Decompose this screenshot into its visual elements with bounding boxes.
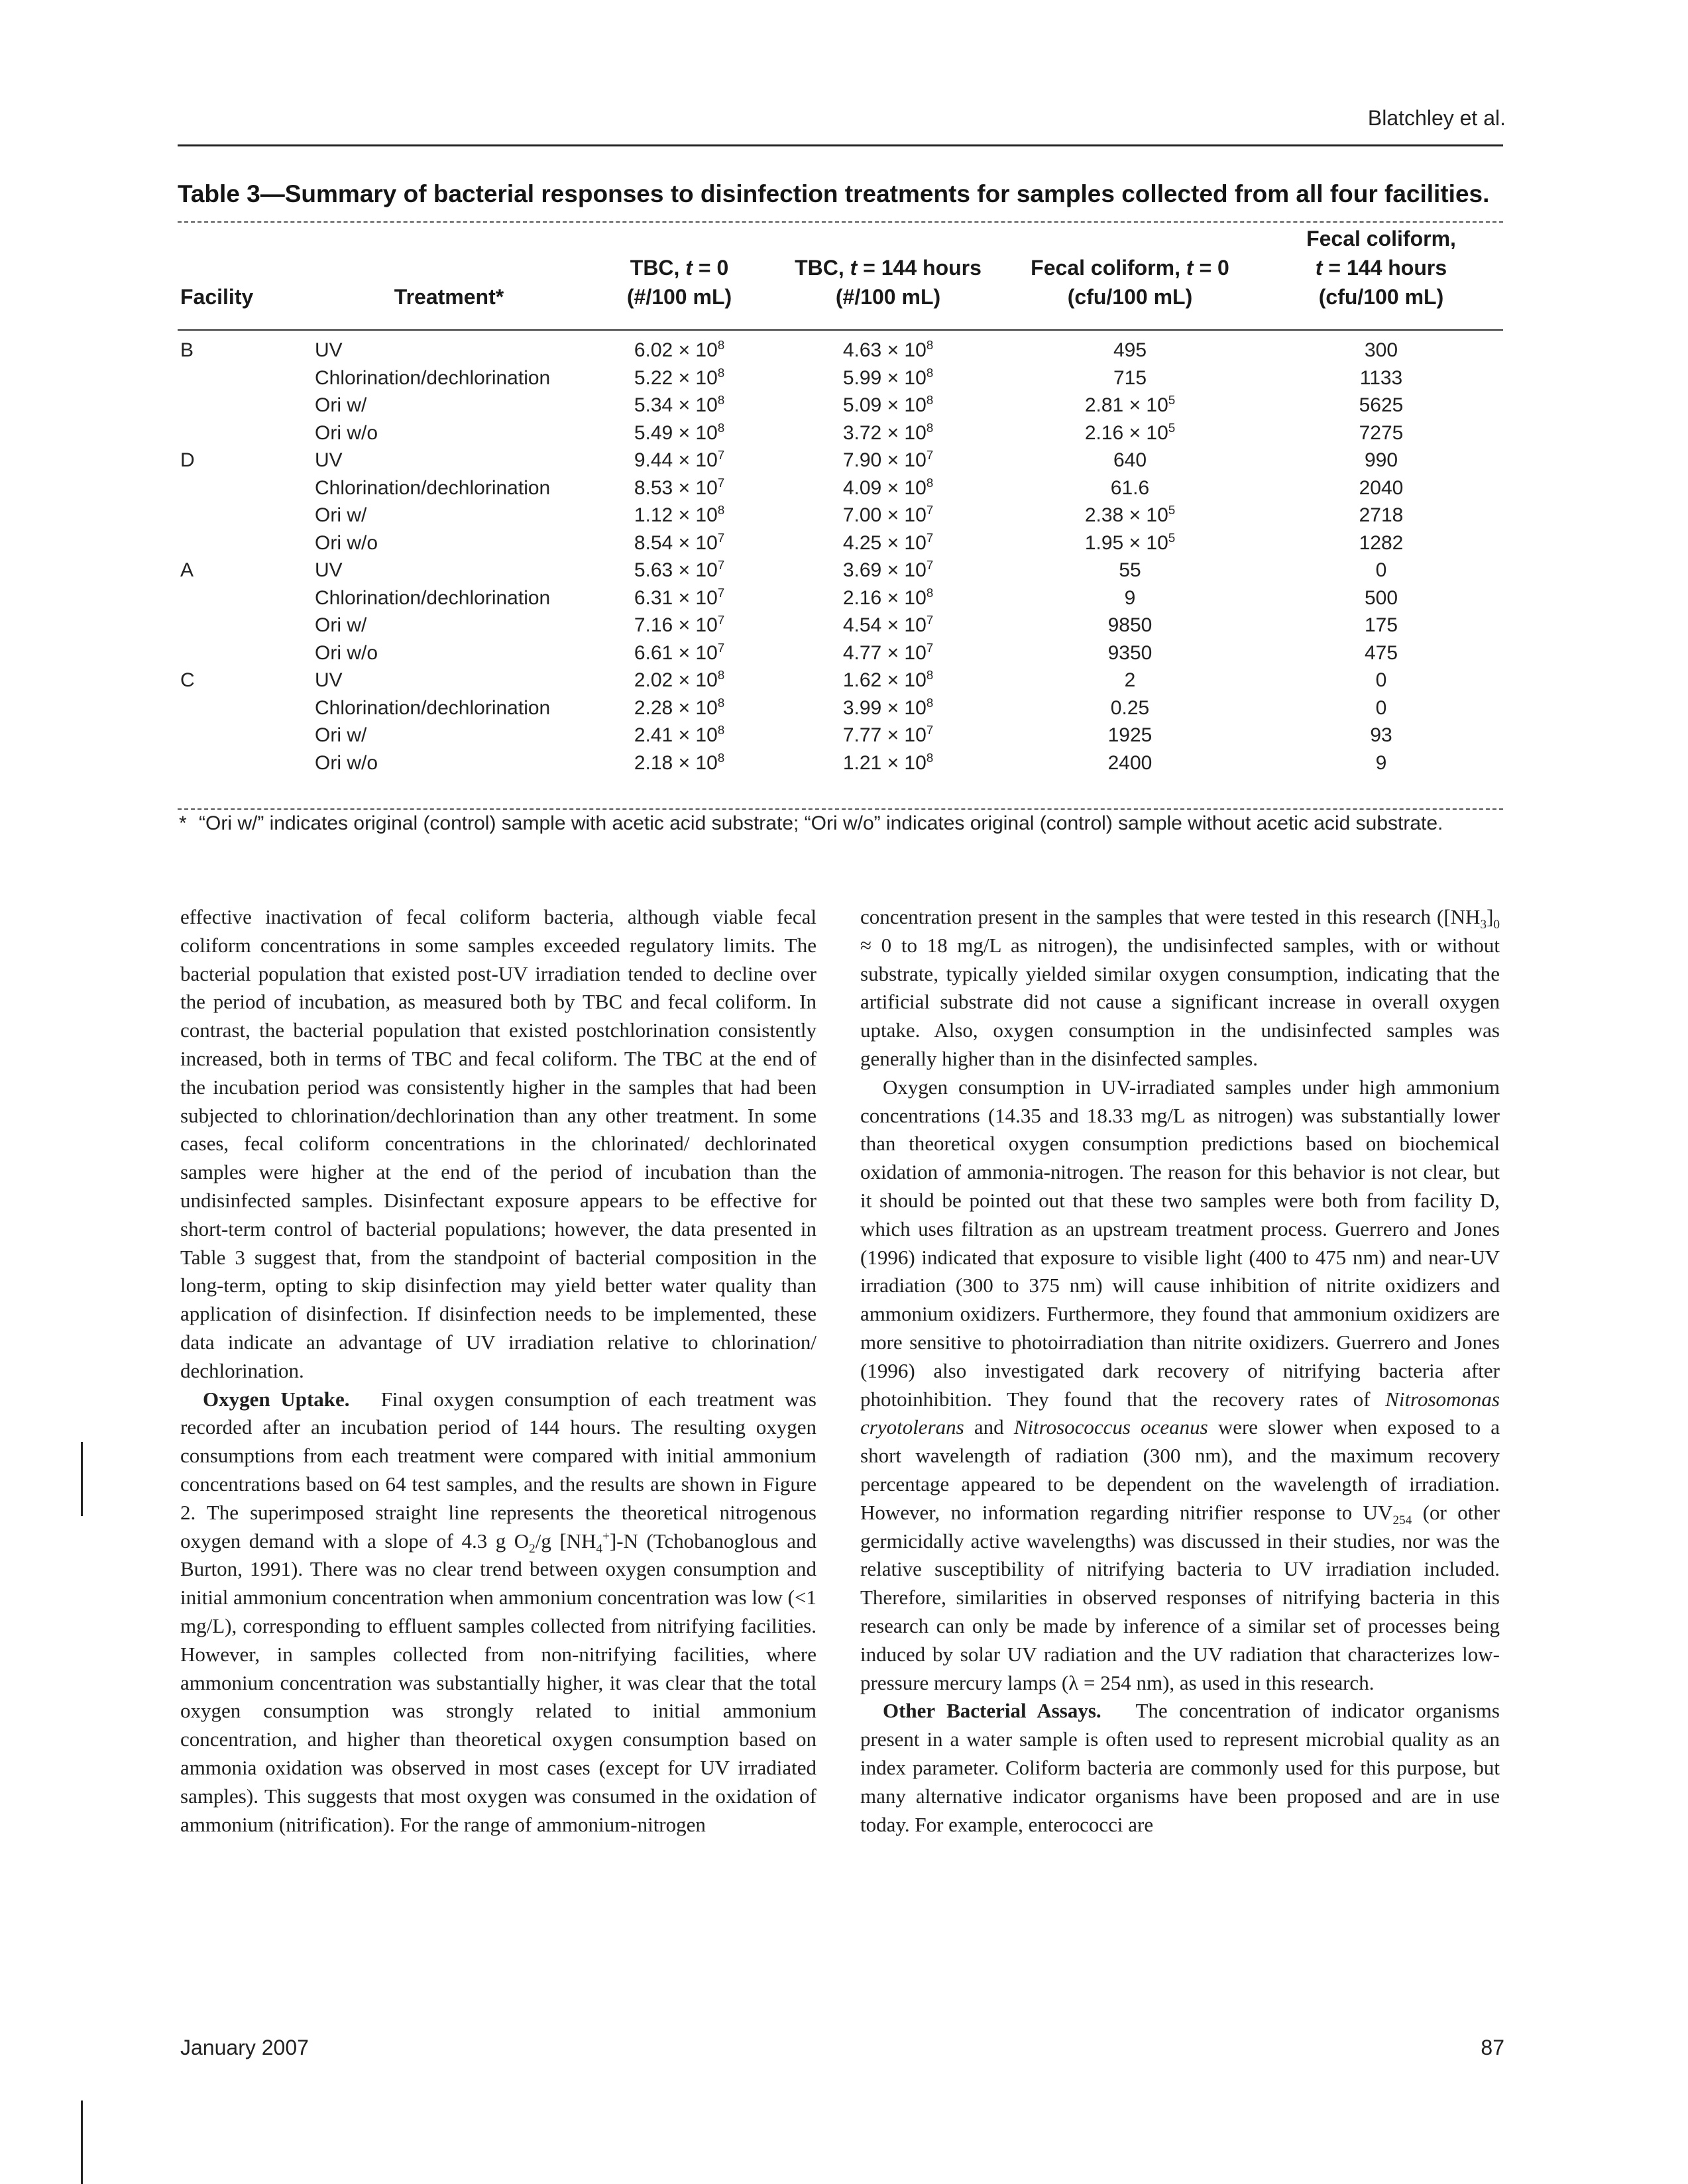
cell-fecal-144: 0 (1375, 669, 1387, 691)
cell-facility (178, 474, 315, 502)
cell-fecal-0: 9850 (1107, 614, 1153, 636)
cell-treatment: UV (315, 339, 343, 361)
cell-fecal-0: $1.95 \times 10^5$ (1084, 530, 1176, 554)
cell-facility (178, 419, 315, 447)
cell-facility: A (180, 559, 194, 581)
cell-fecal-144: 1282 (1359, 531, 1404, 554)
table-row (178, 722, 1503, 749)
header-rule (178, 144, 1503, 146)
cell-treatment: Ori w/o (315, 421, 378, 444)
cell-treatment: Ori w/o (315, 751, 378, 774)
cell-facility (178, 639, 315, 667)
cell-tbc-0: $2.41 \times 10^8$ (634, 723, 725, 746)
cell-facility (178, 364, 315, 392)
cell-tbc-144: $7.77 \times 10^7$ (842, 723, 934, 746)
table-title: Table 3—Summary of bacterial responses to disinfection treatments for samples collected from all four facilities. (178, 180, 1490, 207)
cell-treatment: Chlorination/dechlorination (315, 586, 551, 609)
cell-facility (178, 392, 315, 419)
section-heading: Oxygen Uptake. (203, 1387, 350, 1411)
cell-treatment: Ori w/o (315, 531, 378, 554)
cell-tbc-0: $9.44 \times 10^7$ (634, 448, 725, 471)
body-column-left (180, 903, 816, 1839)
cell-tbc-0: $5.63 \times 10^7$ (634, 558, 725, 581)
cell-tbc-0: $7.16 \times 10^7$ (634, 613, 725, 636)
cell-tbc-0: $8.53 \times 10^7$ (634, 475, 725, 499)
cell-tbc-144: $4.09 \times 10^8$ (842, 475, 934, 499)
cell-fecal-144: 9 (1375, 751, 1387, 774)
scan-margin-mark (81, 1442, 83, 1516)
cell-facility (178, 584, 315, 612)
cell-tbc-0: $6.02 \times 10^8$ (634, 338, 725, 361)
header-tbc-0: TBC, t = 0 (#/100 mL) (626, 256, 732, 309)
cell-fecal-0: 715 (1113, 366, 1147, 389)
cell-tbc-144: $4.54 \times 10^7$ (842, 613, 934, 636)
cell-facility (178, 694, 315, 722)
cell-tbc-0: $6.31 \times 10^7$ (634, 585, 725, 609)
cell-treatment: Chlorination/dechlorination (315, 476, 551, 499)
table-row (178, 364, 1503, 392)
cell-tbc-144: $4.77 \times 10^7$ (842, 640, 934, 664)
cell-treatment: Chlorination/dechlorination (315, 696, 551, 719)
cell-tbc-144: $4.25 \times 10^7$ (842, 530, 934, 554)
table-row (178, 639, 1503, 667)
cell-tbc-144: $7.00 \times 10^7$ (842, 503, 934, 526)
cell-treatment: Ori w/ (315, 614, 367, 636)
cell-tbc-0: $5.34 \times 10^8$ (634, 393, 725, 416)
cell-treatment: UV (315, 559, 343, 581)
cell-fecal-144: 300 (1364, 339, 1398, 361)
scan-margin-mark (81, 2101, 83, 2184)
cell-fecal-144: 0 (1375, 696, 1387, 719)
cell-fecal-0: 55 (1119, 559, 1141, 581)
cell-tbc-0: $2.28 \times 10^8$ (634, 695, 725, 719)
table-row (178, 392, 1503, 419)
table-row (178, 667, 1503, 694)
cell-fecal-144: 7275 (1359, 421, 1404, 444)
footer-date: January 2007 (180, 2036, 309, 2059)
header-treatment: Treatment* (394, 285, 504, 309)
cell-tbc-144: $5.99 \times 10^8$ (842, 365, 934, 389)
cell-facility: D (180, 449, 195, 471)
cell-treatment: Ori w/ (315, 504, 367, 526)
cell-fecal-0: 495 (1113, 339, 1147, 361)
page-number: 87 (1481, 2036, 1504, 2059)
cell-fecal-144: 175 (1364, 614, 1398, 636)
cell-tbc-0: $8.54 \times 10^7$ (634, 530, 725, 554)
cell-fecal-0: 2 (1124, 669, 1136, 691)
table-row (178, 584, 1503, 612)
paragraph-oxygen-uptake: Oxygen Uptake. Final oxygen consumption of each treatment was recorded after an incubation period of 144 hours. The resulting oxygen consumptions from each treatment were compared with initial ammonium concentrations based on 64 test samples, and the results are shown in Figure 2. The superimposed straight line represents the theoretical nitrogenous oxygen demand with a slope of 4.3 g $O_2/g$ $[NH_4^+]-N$ (Tchobanoglous and Burton, 1991). There was no clear trend between oxygen consumption and initial ammonium concentration when ammonium concentration was low (<1 mg/L), corresponding to effluent samples collected from nitrifying facilities. However, in samples collected from non-nitrifying facilities, where ammonium concentration was substantially higher, it was clear that the total oxygen consumption was strongly related to initial ammonium concentration, and higher than theoretical oxygen consumption based on ammonia oxidation was observed in most cases (except for UV irradiated samples). This suggests that most oxygen was consumed in the oxidation of ammonium (nitrification). For the range of ammonium-nitrogen (180, 1387, 816, 1836)
cell-fecal-144: 2718 (1359, 504, 1404, 526)
cell-tbc-144: $3.72 \times 10^8$ (842, 420, 934, 444)
header-tbc-144: TBC, t = 144 hours (#/100 mL) (795, 256, 982, 309)
cell-fecal-144: 475 (1364, 641, 1398, 664)
cell-tbc-144: $5.09 \times 10^8$ (842, 393, 934, 416)
cell-fecal-0: 9 (1124, 586, 1136, 609)
cell-fecal-0: 2400 (1107, 751, 1153, 774)
cell-fecal-144: 500 (1364, 586, 1398, 609)
cell-fecal-0: 1925 (1107, 724, 1153, 746)
cell-facility (178, 749, 315, 777)
cell-tbc-144: $1.21 \times 10^8$ (842, 750, 934, 774)
header-facility: Facility (180, 285, 254, 309)
paragraph: concentration present in the samples that were tested in this research ($[NH_3]_0 \approx 0$ to 18 mg/L as nitrogen), the undisinfected samples, with or without substrate, typically yielded similar oxygen consumption, indicating that the artificial substrate did not cause a significant increase in overall oxygen uptake. Also, oxygen consumption in the undisinfected samples was generally higher than in the disinfected samples. (860, 905, 1500, 1070)
cell-fecal-144: 2040 (1359, 476, 1404, 499)
table-row (178, 529, 1503, 557)
table-row (178, 447, 1503, 474)
cell-fecal-144: 93 (1370, 724, 1392, 746)
footnote-text: “Ori w/” indicates original (control) sample with acetic acid substrate; “Ori w/o” indicates original (control) sample without acetic acid substrate. (199, 812, 1443, 834)
bacterial-response-table (178, 224, 1503, 777)
table-row (178, 749, 1503, 777)
cell-facility (178, 529, 315, 557)
cell-fecal-0: 0.25 (1110, 696, 1150, 719)
cell-fecal-144: 5625 (1359, 394, 1404, 416)
cell-tbc-144: $4.63 \times 10^8$ (842, 338, 934, 361)
table-row (178, 612, 1503, 639)
cell-tbc-0: $2.18 \times 10^8$ (634, 750, 725, 774)
cell-treatment: Chlorination/dechlorination (315, 366, 551, 389)
cell-fecal-0: 61.6 (1110, 476, 1150, 499)
table-top-rule (178, 221, 1503, 223)
table-header-row (178, 224, 1503, 322)
section-heading: Other Bacterial Assays. (883, 1699, 1101, 1723)
cell-tbc-0: $5.22 \times 10^8$ (634, 365, 725, 389)
cell-treatment: UV (315, 669, 343, 691)
cell-treatment: Ori w/ (315, 394, 367, 416)
table-body (178, 322, 1503, 777)
paragraph-other-assays: Other Bacterial Assays. The concentration of indicator organisms present in a water sample is often used to represent microbial quality as an index parameter. Coliform bacteria are commonly used for this purpose, but many alternative indicator organisms have been proposed and are in use today. For example, enterococci are (860, 1699, 1500, 1836)
cell-fecal-144: 1133 (1359, 366, 1403, 389)
cell-tbc-144: $3.69 \times 10^7$ (842, 558, 934, 581)
cell-facility (178, 502, 315, 529)
body-column-right (860, 903, 1500, 1839)
cell-fecal-144: 990 (1364, 449, 1398, 471)
cell-tbc-0: $6.61 \times 10^7$ (634, 640, 725, 664)
cell-facility: B (180, 339, 194, 361)
table-row (178, 322, 1503, 364)
table-row (178, 694, 1503, 722)
paragraph: Oxygen consumption in UV-irradiated samples under high ammonium concentrations (14.35 and 18.33 mg/L as nitrogen) was substantially lower than theoretical oxygen consumption predictions based on biochemical oxidation of ammonia-nitrogen. The reason for this behavior is not clear, but it should be pointed out that these two samples were both from facility D, which uses filtration as an upstream treatment process. Guerrero and Jones (1996) indicated that exposure to visible light (400 to 475 nm) and near-UV irradiation (300 to 375 nm) will cause inhibition of nitrite oxidizers and ammonium oxidizers. Furthermore, they found that ammonium oxidizers are more sensitive to photoirradiation than nitrite oxidizers. Guerrero and Jones (1996) also investigated dark recovery of nitrifying bacteria after photoinhibition. They found that the recovery rates of Nitrosomonas cryotolerans and Nitrosococcus oceanus were slower when exposed to a short wavelength of radiation (300 nm), and the maximum recovery percentage appeared to be dependent on the wavelength of irradiation. However, no information regarding nitrifier response to $UV_{254}$ (or other germicidally active wavelengths) was discussed in their studies, nor was the relative susceptibility of nitrifying bacteria to UV irradiation included. Therefore, similarities in observed responses of nitrifying bacteria in this research can only be made by inference of a similar set of processes being induced by solar UV radiation and the UV radiation that characterizes low-pressure mercury lamps (λ = 254 nm), as used in this research. (860, 1075, 1500, 1694)
cell-tbc-144: $7.90 \times 10^7$ (842, 448, 934, 471)
running-head: Blatchley et al. (1367, 106, 1506, 130)
cell-fecal-0: $2.16 \times 10^5$ (1084, 420, 1176, 444)
cell-tbc-144: $2.16 \times 10^8$ (842, 585, 934, 609)
cell-treatment: Ori w/o (315, 641, 378, 664)
cell-facility: C (180, 669, 195, 691)
cell-facility (178, 722, 315, 749)
cell-fecal-0: 640 (1113, 449, 1147, 471)
cell-tbc-144: $3.99 \times 10^8$ (842, 695, 934, 719)
paragraph: effective inactivation of fecal coliform bacteria, although viable fecal coliform concentrations in some samples exceeded regulatory limits. The bacterial population that existed post-UV irradiation tended to decline over the period of incubation, as measured both by TBC and fecal coliform. In contrast, the bacterial population that existed postchlorination consistently increased, both in terms of TBC and fecal coliform. The TBC at the end of the incubation period was consistently higher in the samples that had been subjected to chlorination/dechlorination than any other treatment. In some cases, fecal coliform concentrations in the chlorinated/ dechlorinated samples were higher at the end of the period of incubation than the undisinfected samples. Disinfectant exposure appears to be effective for short-term control of bacterial populations; however, the data presented in Table 3 suggest that, from the standpoint of bacterial composition in the long-term, opting to skip disinfection may yield better water quality than application of disinfection. If disinfection needs to be implemented, these data indicate an advantage of UV irradiation relative to chlorination/ dechlorination. (180, 905, 816, 1382)
cell-tbc-144: $1.62 \times 10^8$ (842, 668, 934, 691)
cell-fecal-0: $2.38 \times 10^5$ (1084, 503, 1176, 526)
table-row (178, 502, 1503, 529)
cell-fecal-0: $2.81 \times 10^5$ (1084, 393, 1176, 416)
cell-treatment: Ori w/ (315, 724, 367, 746)
header-fecal-144: Fecal coliform, t = 144 hours (cfu/100 mL) (1306, 227, 1456, 309)
table-row (178, 557, 1503, 584)
table-row (178, 419, 1503, 447)
table-footnote (179, 810, 1508, 838)
cell-tbc-0: $2.02 \times 10^8$ (634, 668, 725, 691)
table-row (178, 474, 1503, 502)
footnote-marker: * (179, 812, 187, 834)
cell-tbc-0: $5.49 \times 10^8$ (634, 420, 725, 444)
cell-fecal-144: 0 (1375, 559, 1387, 581)
cell-fecal-0: 9350 (1107, 641, 1153, 664)
cell-treatment: UV (315, 449, 343, 471)
cell-tbc-0: $1.12 \times 10^8$ (634, 503, 725, 526)
header-fecal-0: Fecal coliform, t = 0 (cfu/100 mL) (1031, 256, 1229, 309)
cell-facility (178, 612, 315, 639)
